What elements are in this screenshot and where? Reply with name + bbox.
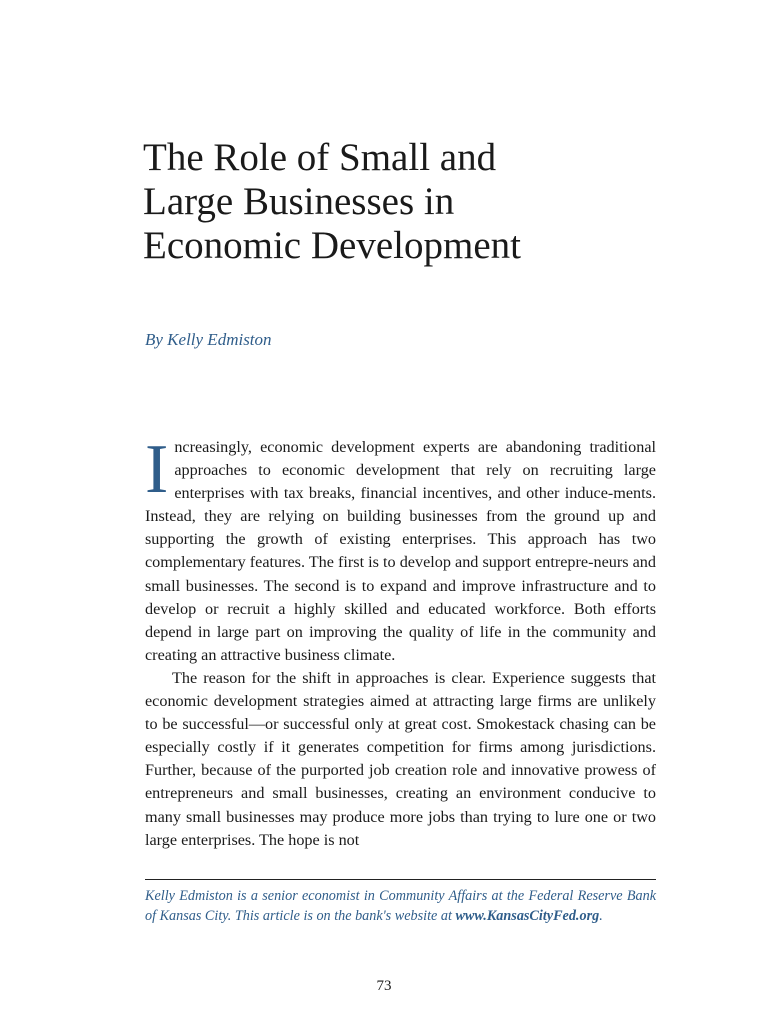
paragraph xyxy=(145,431,656,667)
article-title xyxy=(143,136,663,268)
title-line: Large Businesses in xyxy=(143,180,455,223)
paragraph: The reason for the shift in approaches is clear. Experience suggests that economic development strategies aimed at attracting large firms are unlikely to be successful—or successful only at great cost. Smokestack chasing can be especially costly if it generates competition for firms among jurisdictions. Further, because of the purported job creation role and innovative prowess of entrepreneurs and small businesses, creating an environment conducive to many small businesses may produce more jobs than trying to lure one or two large enterprises. The hope is not xyxy=(145,668,656,849)
website-link[interactable]: www.KansasCityFed.org xyxy=(455,908,600,924)
paragraph-text: ncreasingly, economic development experts are abandoning traditional approaches to economic development that rely on recruiting large enterprises with tax breaks, financial incentives, and other induce-ments. Instead, they are relying on building businesses from the ground up and supporting the growth of existing enterprises. This approach has two complementary features. The first is to develop and support entrepre-neurs and small businesses. The second is to expand and improve infrastructure and to develop or recruit a highly skilled and educated workforce. Both efforts depend in large part on improving the quality of life in the community and creating an attractive business climate. xyxy=(145,438,656,664)
footnote-end: . xyxy=(599,908,603,924)
author-footnote xyxy=(145,886,656,926)
drop-cap: I xyxy=(145,431,169,508)
title-line: Economic Development xyxy=(143,224,521,267)
footnote-divider xyxy=(145,879,656,880)
author-byline: By Kelly Edmiston xyxy=(145,330,272,349)
footnote-text: Kelly Edmiston is a senior economist in Community Affairs at the Federal Reserve Bank of Kansas City. This article is on the bank's website at xyxy=(145,888,656,924)
title-line: The Role of Small and xyxy=(143,136,497,179)
article-body xyxy=(145,431,656,852)
page-number: 73 xyxy=(376,978,392,994)
